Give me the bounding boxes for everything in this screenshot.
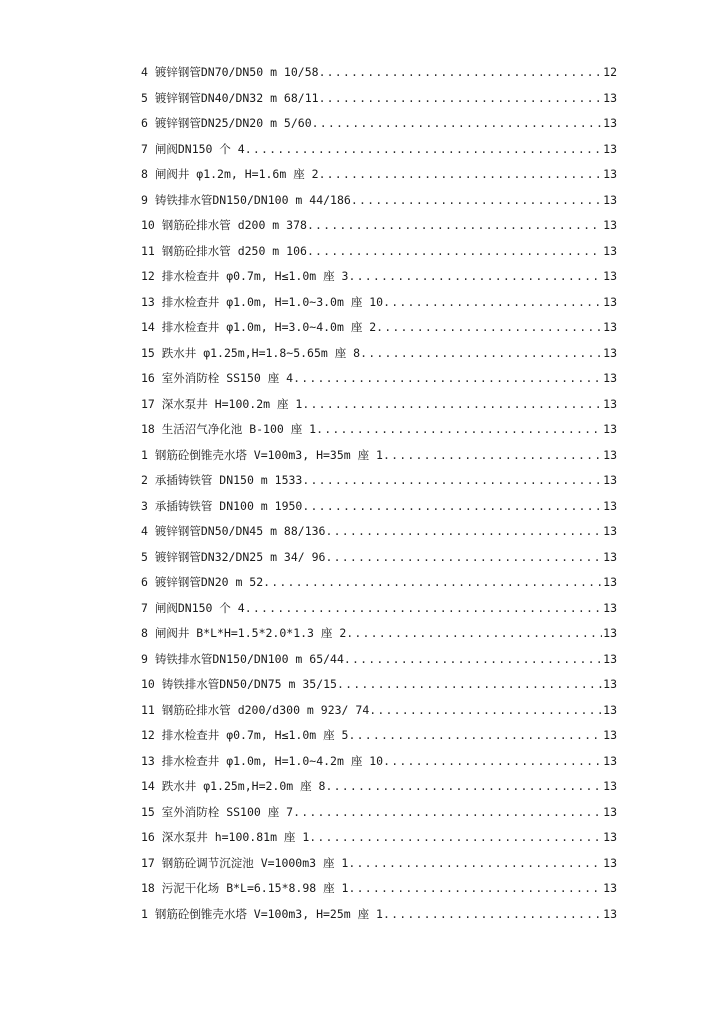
toc-entry-title: 1 钢筋砼倒锥壳水塔 V=100m3, H=25m 座 1	[141, 906, 383, 921]
toc-entry-page-number: 13	[603, 779, 617, 793]
toc-dot-leader	[348, 264, 602, 290]
toc-entry[interactable]	[141, 60, 617, 86]
toc-entry-page-number: 13	[603, 830, 617, 844]
toc-entry[interactable]	[141, 392, 617, 418]
toc-entry[interactable]	[141, 417, 617, 443]
toc-entry[interactable]	[141, 341, 617, 367]
toc-entry-title: 13 排水检查井 φ1.0m, H=1.0~3.0m 座 10	[141, 294, 384, 309]
toc-entry-page-number: 13	[603, 906, 617, 921]
toc-entry[interactable]	[141, 264, 617, 290]
table-of-contents	[141, 60, 617, 927]
toc-entry-page-number: 13	[603, 728, 617, 742]
toc-entry-title: 15 跌水井 φ1.25m,H=1.8~5.65m 座 8	[141, 345, 361, 360]
toc-entry[interactable]	[141, 749, 617, 775]
toc-entry-title: 9 铸铁排水管DN150/DN100 m 65/44	[141, 651, 344, 666]
toc-entry-title: 9 铸铁排水管DN150/DN100 m 44/186	[141, 192, 351, 207]
toc-entry[interactable]	[141, 315, 617, 341]
toc-dot-leader	[369, 698, 602, 724]
toc-entry-page-number: 12	[603, 65, 617, 79]
toc-entry-title: 6 镀锌钢管DN20 m 52	[141, 575, 264, 589]
toc-entry[interactable]	[141, 443, 617, 469]
toc-dot-leader	[376, 315, 602, 341]
toc-entry-title: 15 室外消防栓 SS100 座 7	[141, 804, 294, 819]
toc-dot-leader	[316, 417, 602, 443]
toc-entry-page-number: 13	[603, 677, 617, 691]
toc-dot-leader	[307, 239, 602, 265]
toc-dot-leader	[302, 494, 602, 520]
toc-entry[interactable]	[141, 825, 617, 851]
toc-entry[interactable]	[141, 213, 617, 239]
toc-entry-title: 5 镀锌钢管DN32/DN25 m 34/ 96	[141, 549, 326, 564]
toc-entry-page-number: 13	[603, 881, 617, 895]
toc-entry-page-number: 13	[603, 855, 617, 870]
toc-entry-title: 4 镀锌钢管DN50/DN45 m 88/136	[141, 524, 326, 538]
toc-entry-title: 11 钢筋砼排水管 d200/d300 m 923/ 74	[141, 702, 370, 717]
toc-entry[interactable]	[141, 851, 617, 877]
toc-dot-leader	[302, 392, 602, 418]
toc-entry-page-number: 13	[603, 116, 617, 130]
toc-entry[interactable]	[141, 570, 617, 596]
toc-entry[interactable]	[141, 111, 617, 137]
toc-dot-leader	[325, 519, 602, 545]
toc-entry-page-number: 13	[603, 218, 617, 232]
toc-entry-title: 5 镀锌钢管DN40/DN32 m 68/11	[141, 90, 319, 105]
toc-dot-leader	[319, 162, 603, 188]
toc-entry-page-number: 13	[603, 345, 617, 360]
toc-entry-page-number: 13	[603, 269, 617, 283]
toc-entry-title: 12 排水检查井 φ0.7m, H≤1.0m 座 5	[141, 728, 349, 742]
toc-dot-leader	[325, 774, 602, 800]
toc-entry-page-number: 13	[603, 422, 617, 436]
toc-entry[interactable]	[141, 86, 617, 112]
toc-entry[interactable]	[141, 800, 617, 826]
toc-entry[interactable]	[141, 188, 617, 214]
toc-dot-leader	[348, 876, 602, 902]
toc-entry-title: 12 排水检查井 φ0.7m, H≤1.0m 座 3	[141, 269, 349, 283]
toc-entry[interactable]	[141, 698, 617, 724]
toc-entry-title: 17 深水泵井 H=100.2m 座 1	[141, 396, 303, 411]
toc-entry-title: 16 深水泵井 h=100.81m 座 1	[141, 830, 310, 844]
toc-dot-leader	[348, 851, 602, 877]
toc-entry-title: 2 承插铸铁管 DN150 m 1533	[141, 473, 303, 487]
toc-entry-title: 10 铸铁排水管DN50/DN75 m 35/15	[141, 677, 337, 691]
toc-entry-page-number: 13	[603, 396, 617, 411]
toc-entry[interactable]	[141, 494, 617, 520]
toc-entry-title: 11 钢筋砼排水管 d250 m 106	[141, 243, 307, 258]
toc-entry-title: 14 跌水井 φ1.25m,H=2.0m 座 8	[141, 779, 326, 793]
toc-entry[interactable]	[141, 902, 617, 928]
toc-entry-page-number: 13	[603, 524, 617, 538]
toc-entry-page-number: 13	[603, 371, 617, 385]
toc-dot-leader	[383, 902, 602, 928]
toc-dot-leader	[293, 800, 602, 826]
toc-entry-page-number: 13	[603, 753, 617, 768]
toc-entry-page-number: 13	[603, 804, 617, 819]
toc-entry[interactable]	[141, 596, 617, 622]
toc-dot-leader	[383, 749, 602, 775]
toc-entry-title: 8 闸阀井 φ1.2m, H=1.6m 座 2	[141, 167, 319, 181]
toc-dot-leader	[319, 60, 603, 86]
toc-entry-title: 17 钢筋砼调节沉淀池 V=1000m3 座 1	[141, 855, 349, 870]
toc-entry[interactable]	[141, 545, 617, 571]
toc-entry[interactable]	[141, 162, 617, 188]
toc-entry-page-number: 13	[603, 549, 617, 564]
toc-entry-title: 7 闸阀DN150 个 4	[141, 600, 245, 615]
toc-entry-title: 13 排水检查井 φ1.0m, H=1.0~4.2m 座 10	[141, 753, 384, 768]
toc-entry-page-number: 13	[603, 141, 617, 156]
toc-entry-page-number: 13	[603, 651, 617, 666]
toc-entry-page-number: 13	[603, 473, 617, 487]
toc-entry-page-number: 13	[603, 498, 617, 513]
toc-entry-title: 6 镀锌钢管DN25/DN20 m 5/60	[141, 116, 312, 130]
toc-dot-leader	[351, 188, 602, 214]
toc-entry-title: 8 闸阀井 B*L*H=1.5*2.0*1.3 座 2	[141, 626, 347, 640]
toc-dot-leader	[263, 570, 602, 596]
toc-entry-page-number: 13	[603, 702, 617, 717]
toc-dot-leader	[360, 341, 602, 367]
toc-entry[interactable]	[141, 519, 617, 545]
toc-dot-leader	[312, 111, 603, 137]
toc-entry[interactable]	[141, 290, 617, 316]
toc-dot-leader	[348, 723, 602, 749]
toc-entry-page-number: 13	[603, 575, 617, 589]
toc-dot-leader	[245, 137, 602, 163]
toc-entry-title: 18 污泥干化场 B*L=6.15*8.98 座 1	[141, 881, 349, 895]
toc-dot-leader	[293, 366, 602, 392]
toc-entry[interactable]	[141, 876, 617, 902]
toc-entry-title: 7 闸阀DN150 个 4	[141, 141, 245, 156]
toc-dot-leader	[344, 647, 602, 673]
toc-dot-leader	[383, 290, 602, 316]
toc-entry[interactable]	[141, 647, 617, 673]
toc-entry-title: 14 排水检查井 φ1.0m, H=3.0~4.0m 座 2	[141, 320, 377, 334]
toc-entry-title: 18 生活沼气净化池 B-100 座 1	[141, 422, 317, 436]
toc-dot-leader	[302, 468, 602, 494]
toc-entry[interactable]	[141, 723, 617, 749]
toc-entry-page-number: 13	[603, 294, 617, 309]
toc-entry-title: 16 室外消防栓 SS150 座 4	[141, 371, 294, 385]
toc-entry[interactable]	[141, 774, 617, 800]
toc-entry-title: 10 钢筋砼排水管 d200 m 378	[141, 218, 307, 232]
toc-entry[interactable]	[141, 468, 617, 494]
toc-dot-leader	[245, 596, 602, 622]
toc-entry[interactable]	[141, 137, 617, 163]
toc-entry-page-number: 13	[603, 320, 617, 334]
toc-entry-page-number: 13	[603, 626, 617, 640]
toc-entry-page-number: 13	[603, 192, 617, 207]
toc-entry-page-number: 13	[603, 90, 617, 105]
toc-entry-title: 1 钢筋砼倒锥壳水塔 V=100m3, H=35m 座 1	[141, 447, 383, 462]
toc-entry-page-number: 13	[603, 447, 617, 462]
toc-entry-page-number: 13	[603, 243, 617, 258]
toc-entry[interactable]	[141, 366, 617, 392]
toc-entry[interactable]	[141, 672, 617, 698]
toc-dot-leader	[309, 825, 602, 851]
toc-entry-page-number: 13	[603, 600, 617, 615]
toc-entry-title: 3 承插铸铁管 DN100 m 1950	[141, 498, 303, 513]
toc-dot-leader	[383, 443, 602, 469]
toc-entry[interactable]	[141, 239, 617, 265]
toc-dot-leader	[346, 621, 602, 647]
toc-dot-leader	[307, 213, 602, 239]
toc-entry[interactable]	[141, 621, 617, 647]
toc-dot-leader	[325, 545, 602, 571]
toc-entry-title: 4 镀锌钢管DN70/DN50 m 10/58	[141, 65, 319, 79]
toc-dot-leader	[337, 672, 602, 698]
toc-entry-page-number: 13	[603, 167, 617, 181]
toc-dot-leader	[319, 86, 603, 112]
